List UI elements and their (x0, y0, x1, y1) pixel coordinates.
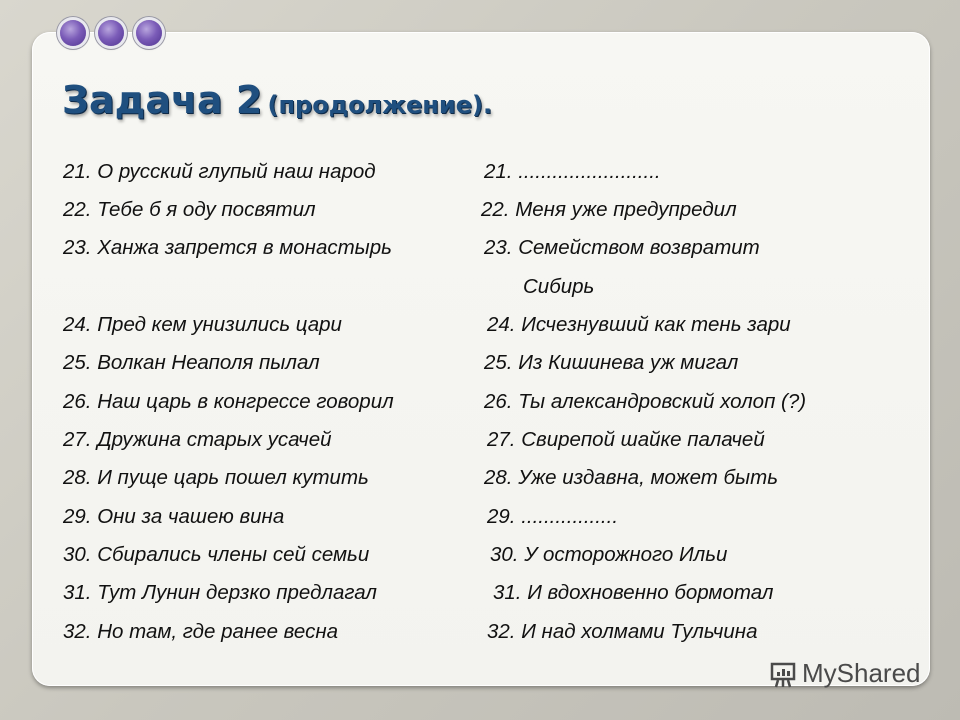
left-line: 28. И пуще царь пошел кутить (63, 466, 369, 489)
decor-dot-2 (98, 20, 124, 46)
left-line: 29. Они за чашею вина (63, 505, 285, 528)
right-line: 24. Исчезнувший как тень зари (487, 313, 791, 336)
left-line: 30. Сбирались члены сей семьи (63, 543, 370, 566)
right-line: 22. Меня уже предупредил (481, 198, 737, 221)
left-line: 23. Ханжа запрется в монастырь (63, 236, 392, 259)
slide-title (62, 78, 492, 122)
decor-dot-3 (136, 20, 162, 46)
left-line: 26. Наш царь в конгрессе говорил (63, 390, 394, 413)
right-line: 31. И вдохновенно бормотал (493, 581, 774, 604)
left-line: 24. Пред кем унизились цари (63, 313, 342, 336)
right-line: Сибирь (523, 275, 595, 298)
myshared-watermark (768, 658, 921, 689)
right-line: 30. У осторожного Ильи (490, 543, 728, 566)
left-line: 25. Волкан Неаполя пылал (63, 351, 320, 374)
right-line: 32. И над холмами Тульчина (487, 620, 758, 643)
title-main: Задача 2 (62, 78, 263, 122)
right-line: 29. ................. (487, 505, 619, 528)
decor-dot-1 (60, 20, 86, 46)
right-line: 25. Из Кишинева уж мигал (484, 351, 739, 374)
watermark-text: MyShared (802, 658, 921, 688)
left-line: 27. Дружина старых усачей (63, 428, 332, 451)
right-line: 23. Семейством возвратит (484, 236, 760, 259)
right-line: 27. Свирепой шайке палачей (487, 428, 765, 451)
presentation-board-icon (768, 659, 798, 689)
left-line: 31. Тут Лунин дерзко предлагал (63, 581, 377, 604)
title-sub: (продолжение). (267, 91, 493, 119)
left-line: 32. Но там, где ранее весна (63, 620, 339, 643)
left-line: 22. Тебе б я оду посвятил (63, 198, 316, 221)
right-line: 21. ......................... (484, 160, 661, 183)
right-line: 26. Ты александровский холоп (?) (484, 390, 807, 413)
left-line: 21. О русский глупый наш народ (63, 160, 376, 183)
right-line: 28. Уже издавна, может быть (484, 466, 778, 489)
